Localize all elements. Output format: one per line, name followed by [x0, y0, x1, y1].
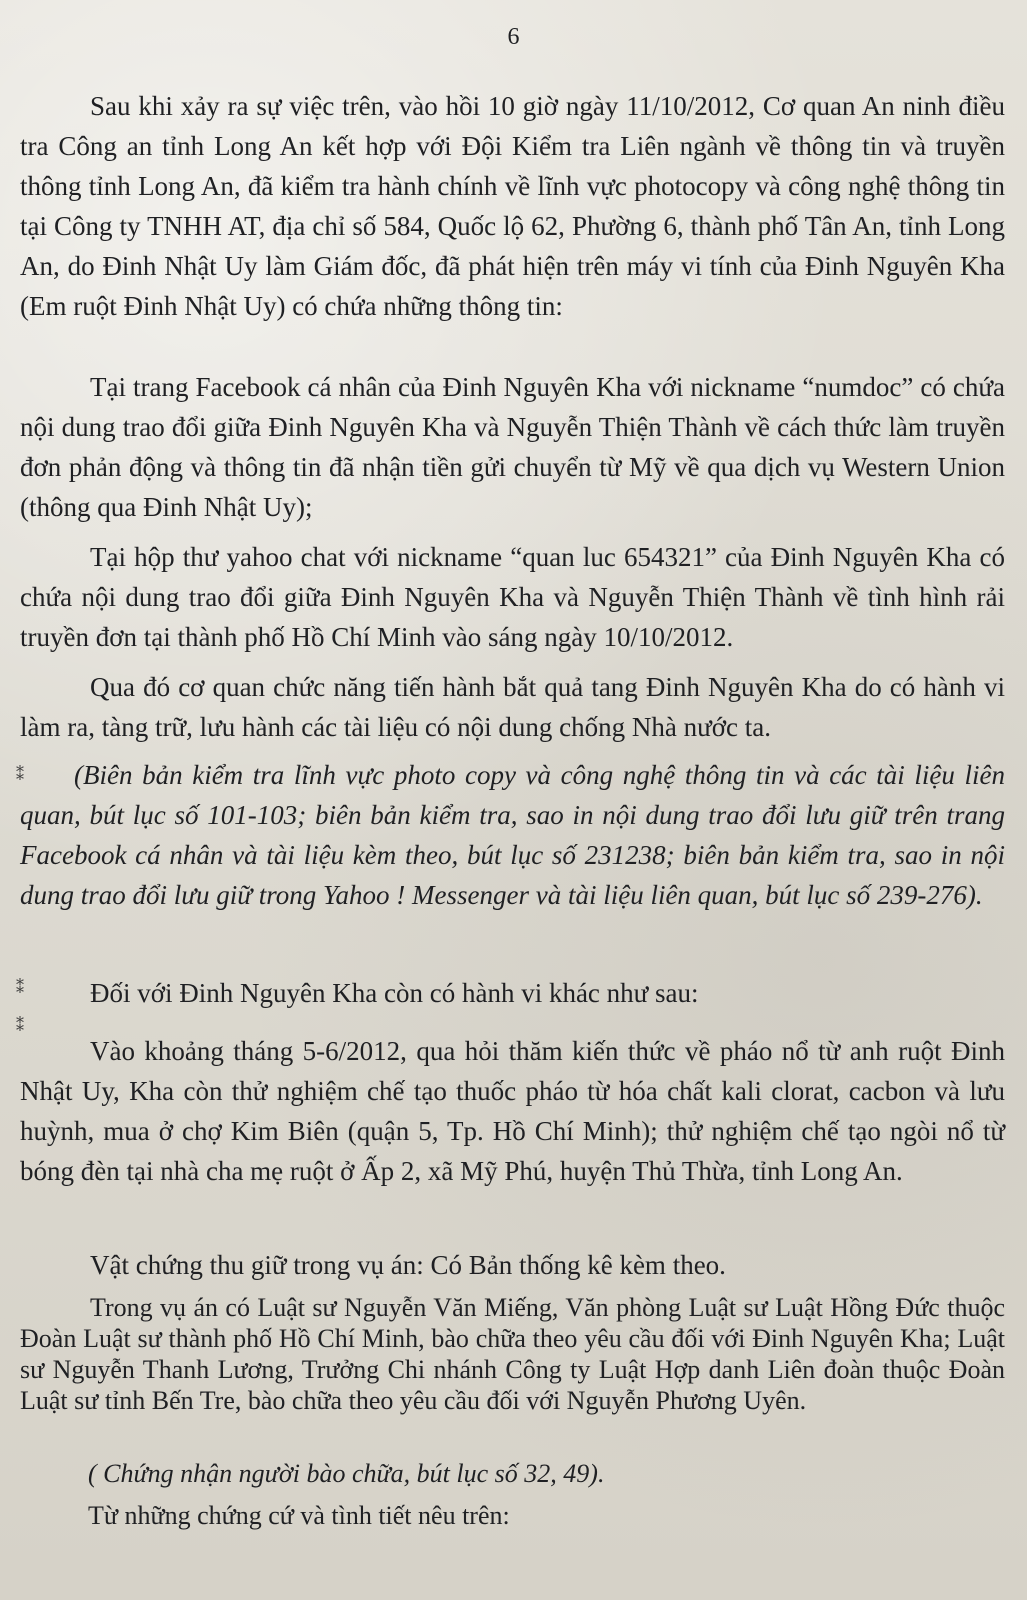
margin-mark: ⁑ — [16, 1018, 24, 1035]
closing-line: Từ những chứng cứ và tình tiết nêu trên: — [88, 1501, 510, 1530]
paragraph-5: Đối với Đinh Nguyên Kha còn có hành vi khác như sau: — [90, 978, 699, 1008]
paragraph-7: Vật chứng thu giữ trong vụ án: Có Bản thống kê kèm theo. — [90, 1250, 726, 1280]
paragraph-6: Vào khoảng tháng 5-6/2012, qua hỏi thăm kiến thức về pháo nổ từ anh ruột Đinh Nhật Uy, Kha còn thử nghiệm chế tạo thuốc pháo từ hóa chất kali clorat, cacbon và lưu huỳnh, mua ở chợ Kim Biên (quận 5, Tp. Hồ Chí Minh); thử nghiệm chế tạo ngòi nổ từ bóng đèn tại nhà cha mẹ ruột ở Ấp 2, xã Mỹ Phú, huyện Thủ Thừa, tỉnh Long An. — [20, 1036, 1005, 1186]
paragraph-1: Sau khi xảy ra sự việc trên, vào hồi 10 giờ ngày 11/10/2012, Cơ quan An ninh điều tra Công an tỉnh Long An kết hợp với Đội Kiểm tra Liên ngành về thông tin và truyền thông tỉnh Long An, đã kiểm tra hành chính về lĩnh vực photocopy và công nghệ thông tin tại Công ty TNHH AT, địa chỉ số 584, Quốc lộ 62, Phường 6, thành phố Tân An, tỉnh Long An, do Đinh Nhật Uy làm Giám đốc, đã phát hiện trên máy vi tính của Đinh Nguyên Kha (Em ruột Đinh Nhật Uy) có chứa những thông tin: — [20, 91, 1005, 321]
paragraph-8: Trong vụ án có Luật sư Nguyễn Văn Miếng, Văn phòng Luật sư Luật Hồng Đức thuộc Đoàn Luật sư thành phố Hồ Chí Minh, bào chữa theo yêu cầu đối với Đinh Nguyên Kha; Luật sư Nguyễn Thanh Lương, Trưởng Chi nhánh Công ty Luật Hợp danh Liên đoàn thuộc Đoàn Luật sư tỉnh Bến Tre, bào chữa theo yêu cầu đối với Nguyễn Phương Uyên. — [20, 1293, 1005, 1415]
paragraph-4: Qua đó cơ quan chức năng tiến hành bắt quả tang Đinh Nguyên Kha do có hành vi làm ra, tàng trữ, lưu hành các tài liệu có nội dung chống Nhà nước ta. — [20, 672, 1005, 742]
paragraph-3: Tại hộp thư yahoo chat với nickname “quan luc 654321” của Đinh Nguyên Kha có chứa nội dung trao đổi giữa Đinh Nguyên Kha và Nguyễn Thiện Thành về tình hình rải truyền đơn tại thành phố Hồ Chí Minh vào sáng ngày 10/10/2012. — [20, 542, 1005, 652]
defender-reference: ( Chứng nhận người bào chữa, bút lục số 32, 49). — [88, 1459, 605, 1488]
page-number: 6 — [507, 24, 520, 50]
margin-mark: ⁑ — [16, 767, 24, 784]
evidence-reference: (Biên bản kiểm tra lĩnh vực photo copy và công nghệ thông tin và các tài liệu liên quan, bút lục số 101-103; biên bản kiểm tra, sao in nội dung trao đổi lưu giữ trên trang Facebook cá nhân và tài liệu kèm theo, bút lục số 231238; biên bản kiểm tra, sao in nội dung trao đổi lưu giữ trong Yahoo ! Messenger và tài liệu liên quan, bút lục số 239-276). — [20, 760, 1005, 910]
paragraph-2: Tại trang Facebook cá nhân của Đinh Nguyên Kha với nickname “numdoc” có chứa nội dung trao đổi giữa Đinh Nguyên Kha và Nguyễn Thiện Thành về cách thức làm truyền đơn phản động và thông tin đã nhận tiền gửi chuyển từ Mỹ về qua dịch vụ Western Union (thông qua Đinh Nhật Uy); — [20, 372, 1005, 522]
margin-mark: ⁑ — [16, 980, 24, 997]
